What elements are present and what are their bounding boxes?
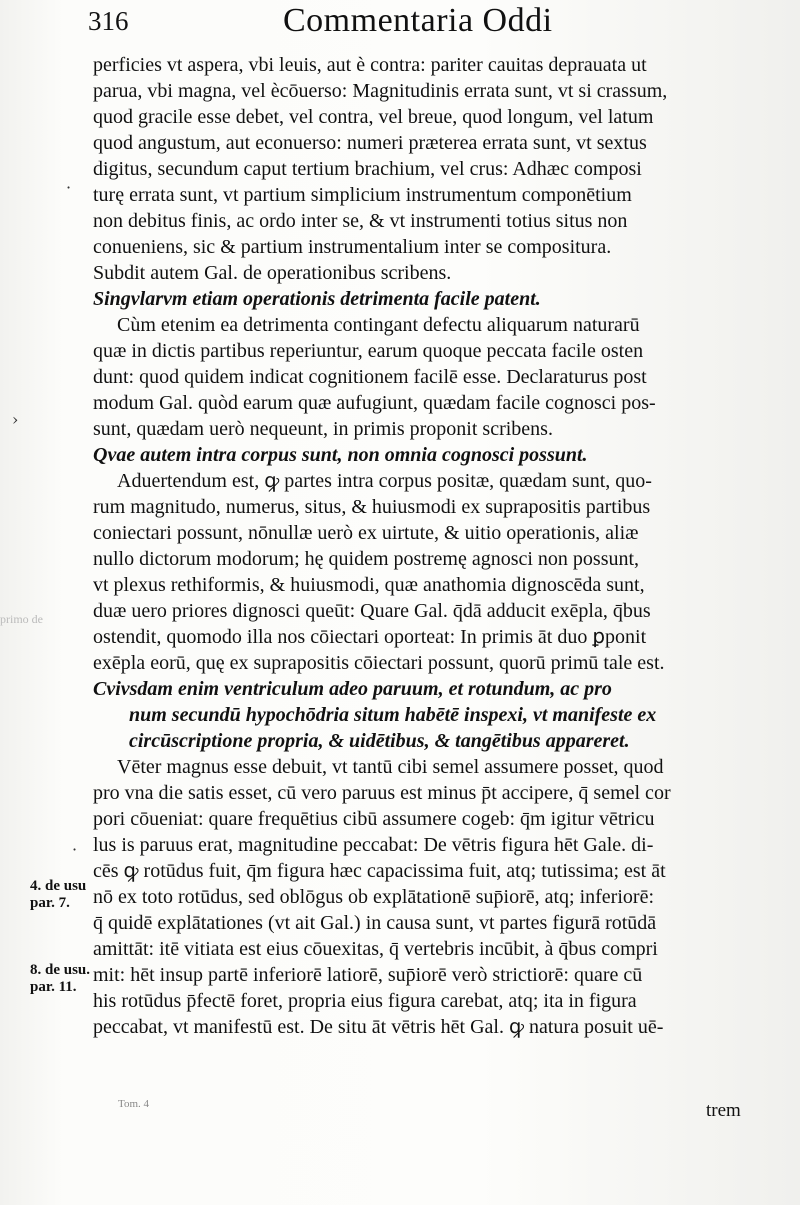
text-line: quæ in dictis partibus reperiuntur, earum quoque peccata facile osten xyxy=(93,340,644,362)
marginal-note-line: par. 11. xyxy=(30,979,77,995)
text-line: parua, vbi magna, vel ècōuerso: Magnitudinis errata sunt, vt si crassum, xyxy=(93,80,668,102)
text-line: cēs ꝙ rotūdus fuit, q̄m figura hæc capacissima fuit, atq; tutissima; est āt xyxy=(93,860,666,882)
text-line: modum Gal. quòd earum quæ aufugiunt, quædam facile cognosci pos- xyxy=(93,392,656,414)
text-line: amittāt: itē vitiata est eius cōuexitas, q̄ vertebris incūbit, à q̄bus compri xyxy=(93,938,658,960)
running-head xyxy=(88,2,778,42)
text-line: q̄ quidē explātationes (vt ait Gal.) in causa sunt, vt partes figurā rotūdā xyxy=(93,912,657,934)
margin-mark: · xyxy=(66,178,72,197)
text-line: duæ uero priores dignosci queūt: Quare Gal. q̄dā adducit exēpla, q̄bus xyxy=(93,600,651,622)
lemma-heading: Cvivsdam enim ventriculum adeo paruum, et rotundum, ac pro xyxy=(93,678,612,700)
text-line: pro vna die satis esset, cū vero paruus est minus p̄t accipere, q̄ semel cor xyxy=(93,782,671,804)
margin-mark: › xyxy=(12,410,19,429)
text-line: lus is paruus erat, magnitudine peccabat: De vētris figura hēt Gale. di- xyxy=(93,834,654,856)
text-line: conueniens, sic & partium instrumentalium inter se compositura. xyxy=(93,236,612,258)
text-line: mit: hēt insup partē inferiorē latiorē, sup̄iorē verò strictiorē: quare cū xyxy=(93,964,643,986)
page-number: 316 xyxy=(88,6,129,36)
marginal-note-line: par. 7. xyxy=(30,895,70,911)
text-line: Aduertendum est, ꝙ partes intra corpus positæ, quædam sunt, quo- xyxy=(117,470,652,492)
text-line: nullo dictorum modorum; hę quidem postremę agnosci non possunt, xyxy=(93,548,640,570)
text-line: perficies vt aspera, vbi leuis, aut è contra: pariter cauitas deprauata ut xyxy=(93,54,647,76)
marginal-note-line: 8. de usu. xyxy=(30,962,91,978)
bleed-through-text: primo de xyxy=(0,612,43,626)
marginal-note-line: 4. de usu xyxy=(30,878,87,894)
marginal-note xyxy=(30,962,90,996)
marginal-note xyxy=(30,878,86,912)
signature-mark: Tom. 4 xyxy=(118,1098,150,1110)
catchword: trem xyxy=(706,1100,741,1121)
text-line: turę errata sunt, vt partium simplicium instrumentum componētium xyxy=(93,184,632,206)
text-line: dunt: quod quidem indicat cognitionem facilē esse. Declaraturus post xyxy=(93,366,647,388)
text-line: peccabat, vt manifestū est. De situ āt vētris hēt Gal. ꝙ natura posuit uē- xyxy=(93,1016,664,1038)
text-block xyxy=(93,52,738,1040)
text-line: rum magnitudo, numerus, situs, & huiusmodi ex suprapositis partibus xyxy=(93,496,651,518)
text-line: pori cōueniat: quare frequētius cibū assumere cogeb: q̄m igitur vētricu xyxy=(93,808,655,830)
lemma-heading: Singvlarvm etiam operationis detrimenta facile patent. xyxy=(93,288,541,310)
text-line: digitus, secundum caput tertium brachium, vel crus: Adhæc composi xyxy=(93,158,642,180)
text-line: sunt, quædam uerò nequeunt, in primis proponit scribens. xyxy=(93,418,553,440)
text-line: his rotūdus p̄fectē foret, propria eius figura carebat, atq; ita in figura xyxy=(93,990,637,1012)
text-line: vt plexus rethiformis, & huiusmodi, quæ anathomia dignoscēda sunt, xyxy=(93,574,645,596)
text-line: exēpla eorū, quę ex suprapositis cōiectari possunt, quorū primū tale est. xyxy=(93,652,665,674)
text-line: non debitus finis, ac ordo inter se, & vt instrumenti totius situs non xyxy=(93,210,628,232)
text-line: quod gracile esse debet, vel contra, vel breue, quod longum, vel latum xyxy=(93,106,654,128)
text-line: Subdit autem Gal. de operationibus scribens. xyxy=(93,262,452,284)
text-line: ostendit, quomodo illa nos cōiectari oporteat: In primis āt duo ꝑponit xyxy=(93,626,647,648)
margin-mark: · xyxy=(72,840,78,859)
text-line: Cùm etenim ea detrimenta contingant defectu aliquarum naturarū xyxy=(117,314,640,336)
text-line: nō ex toto rotūdus, sed oblōgus ob explātationē sup̄iorē, atq; inferiorē: xyxy=(93,886,654,908)
running-title: Commentaria Oddi xyxy=(283,2,553,39)
text-line: Vēter magnus esse debuit, vt tantū cibi semel assumere posset, quod xyxy=(117,756,664,778)
lemma-line: num secundū hypochōdria situm habētē inspexi, vt manifeste ex xyxy=(129,704,657,726)
lemma-line: circūscriptione propria, & uidētibus, & tangētibus appareret. xyxy=(129,730,630,752)
text-line: quod angustum, aut econuerso: numeri præterea errata sunt, vt sextus xyxy=(93,132,647,154)
text-line: coniectari possunt, nōnullæ uerò ex uirtute, & uitio operationis, aliæ xyxy=(93,522,639,544)
lemma-heading: Qvae autem intra corpus sunt, non omnia cognosci possunt. xyxy=(93,444,588,466)
